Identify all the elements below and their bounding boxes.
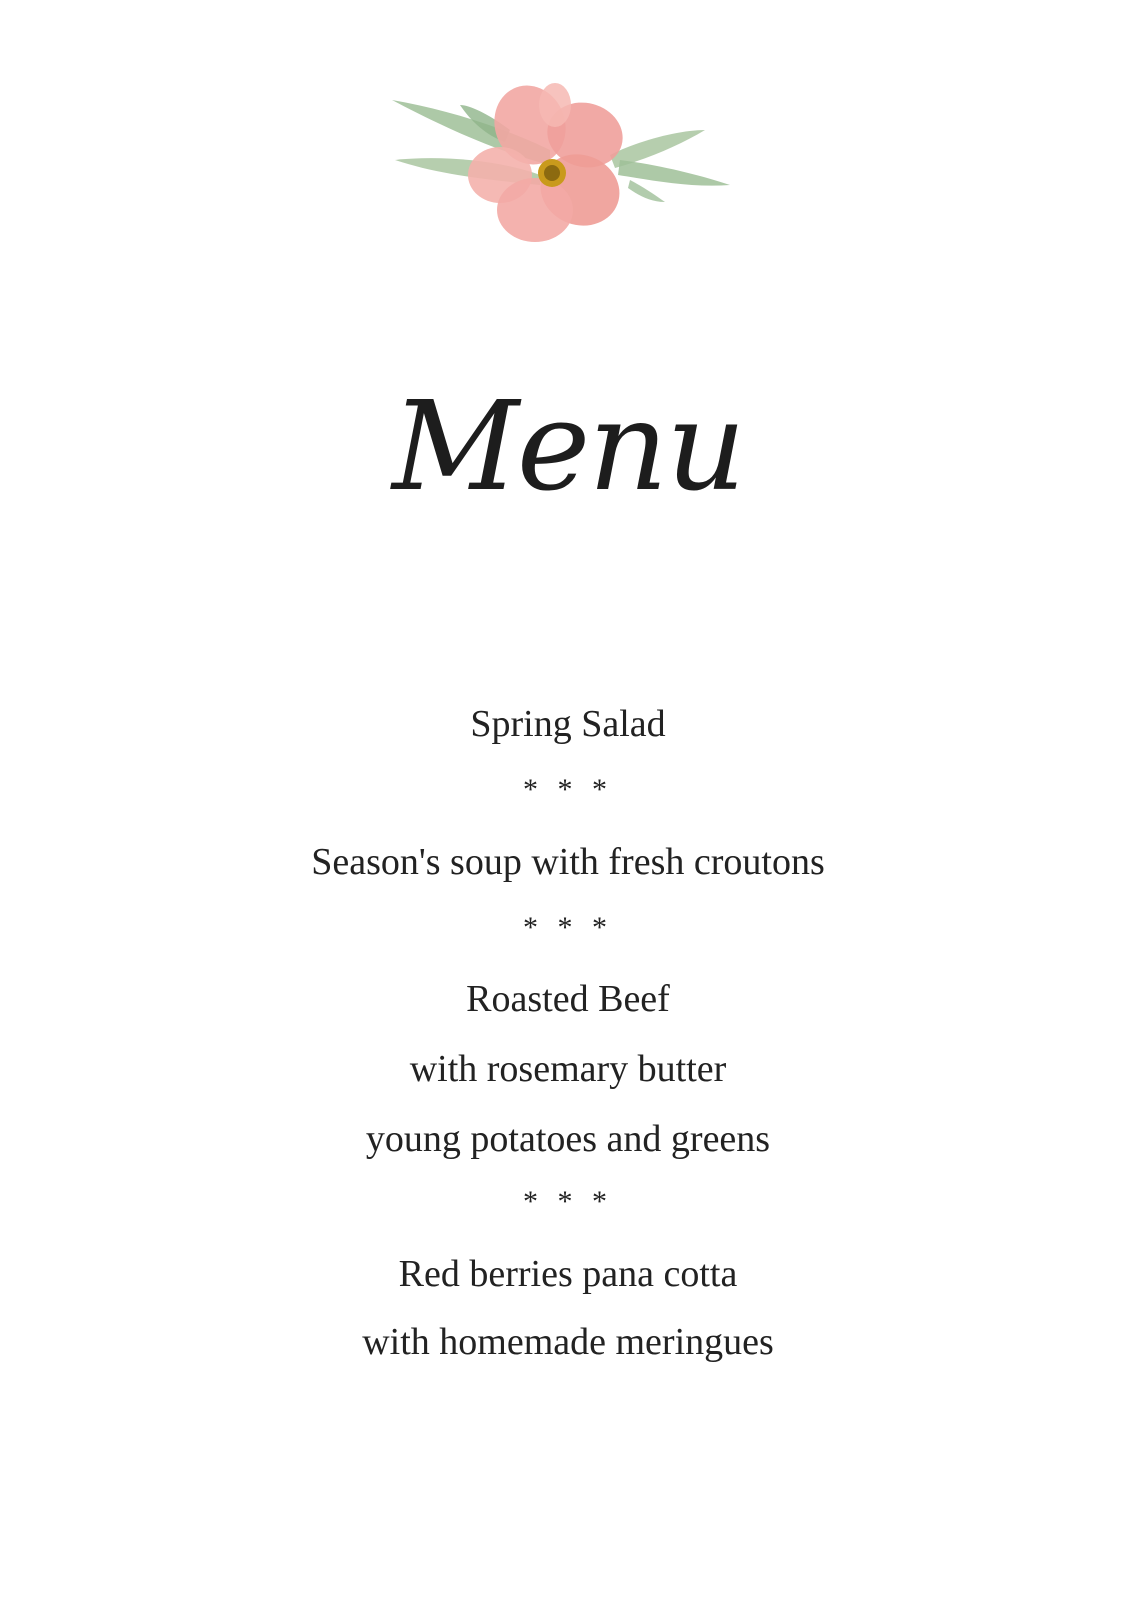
flower-icon bbox=[390, 80, 750, 260]
separator: * * * bbox=[523, 773, 613, 806]
separator: * * * bbox=[523, 1185, 613, 1218]
main-course-line: young potatoes and greens bbox=[365, 1118, 771, 1160]
separator: * * * bbox=[523, 911, 613, 944]
menu-title: Menu bbox=[391, 375, 745, 519]
starter-item: Spring Salad bbox=[470, 703, 666, 745]
main-course-line: Roasted Beef bbox=[466, 978, 670, 1020]
soup-item: Season's soup with fresh croutons bbox=[311, 841, 825, 883]
main-course-line: with rosemary butter bbox=[409, 1048, 727, 1090]
dessert-line: Red berries pana cotta bbox=[398, 1253, 738, 1295]
dessert-line: with homemade meringues bbox=[362, 1321, 774, 1363]
